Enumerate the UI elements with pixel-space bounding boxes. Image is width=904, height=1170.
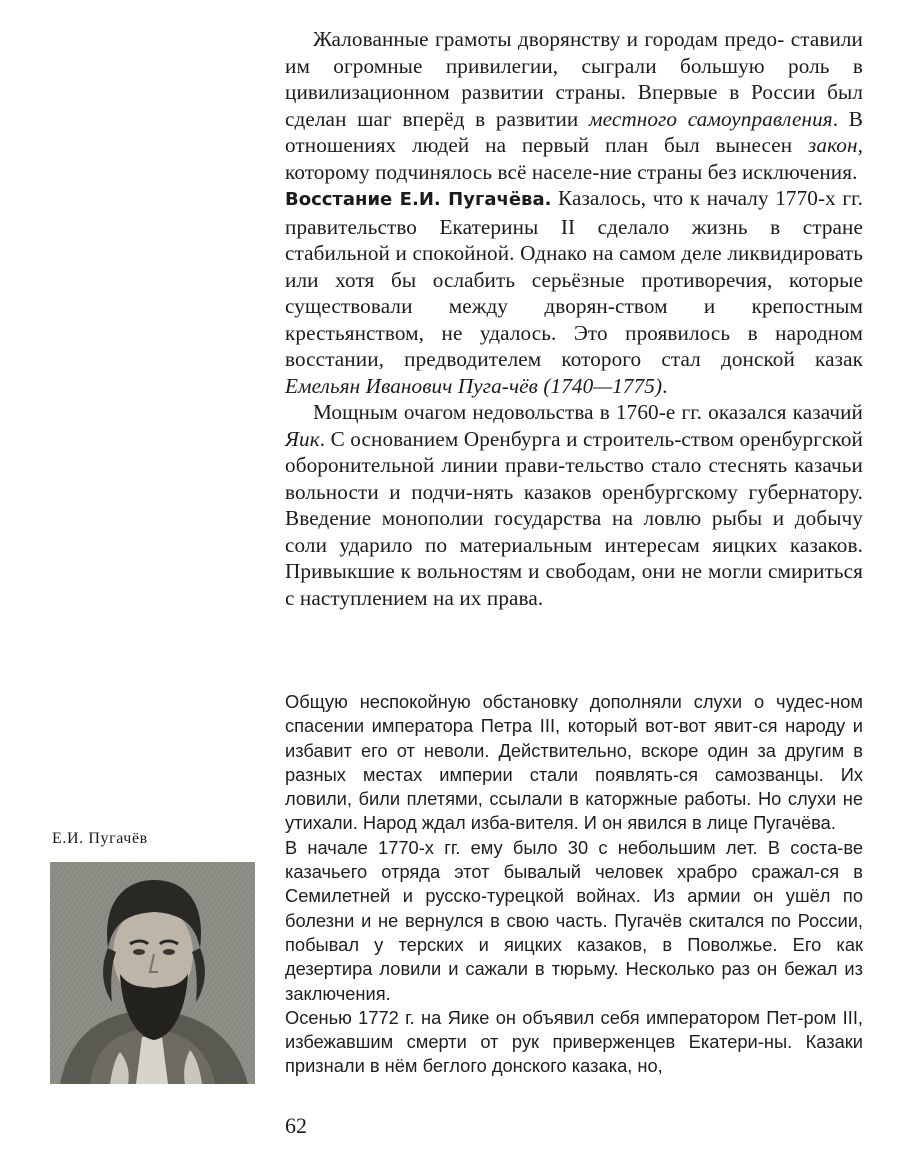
text-run: Мощным очагом недовольства в 1760-е гг. оказался казачий <box>313 400 863 424</box>
sidebar-paragraph: Осенью 1772 г. на Яике он объявил себя императором Пет-ром III, избежавшим смерти от рук приверженцев Екатери-ны. Казаки признали в нём беглого донского казака, но, <box>285 1006 863 1077</box>
text-run: , которому подчинялось всё населе-ние страны без исключения. <box>285 133 863 184</box>
paragraph-charters <box>285 26 863 185</box>
emphasis: Яик <box>285 426 320 451</box>
sidebar-text <box>285 690 863 1079</box>
text-run: . С основанием Оренбурга и строитель-ством оренбургской оборонительной линии прави-тельство стало стеснять казачьи вольности и подчи-нять казаков оренбургскому губернатору. Введение монополии государства на ловлю рыбы и добычу соли ударило по материальным интересам яицких казаков. Привыкшие к вольностям и свободам, они не могли смириться с наступлением на их права. <box>285 426 863 610</box>
text-run: ставили им огромные привилегии, сыграли большую роль в цивилизационном развитии страны. Впервые в России был сделан шаг вперёд в развитии <box>285 27 863 131</box>
text-run: . В отношениях людей на первый план был вынесен <box>285 106 863 157</box>
text-run: Жалованные грамоты дворянству и городам предо- <box>313 27 785 51</box>
emphasis: Емельян Иванович Пуга-чёв (1740—1775) <box>285 373 663 398</box>
emphasis: закон <box>808 133 858 157</box>
emphasis: местного самоуправления <box>588 106 833 131</box>
figure-caption: Е.И. Пугачёв <box>52 830 148 847</box>
section-heading: Восстание Е.И. Пугачёва. <box>285 189 552 210</box>
sidebar-paragraph: Общую неспокойную обстановку дополняли слухи о чудес-ном спасении императора Петра III, который вот-вот явит-ся народу и избавит его от неволи. Действительно, вскоре один за другим в разных местах империи стали появлять-ся самозванцы. Их ловили, били плетями, ссылали в каторжные работы. Но слухи не утихали. Народ ждал изба-вителя. И он явился в лице Пугачёва. <box>285 691 863 834</box>
paragraph-yaik <box>285 399 863 611</box>
portrait-image <box>50 862 255 1084</box>
text-run: Казалось, что к началу 1770-х гг. правительство Екатерины II сделало жизнь в стране стабильной и спокойной. Однако на самом деле ликвидировать или хотя бы ослабить серьёзные противоречия, которые существовали между дворян-ством и крепостным крестьянством, не удалось. Это проявилось в народном восстании, предводителем которого стал донской казак <box>285 186 863 371</box>
sidebar-paragraph: В начале 1770-х гг. ему было 30 с небольшим лет. В соста-ве казачьего отряда этот бывалый человек храбро сражал-ся в Семилетней и русско-турецкой войнах. Из армии он ушёл по болезни и не вернулся в свою часть. Пугачёв скитался по России, побывал у терских и яицких казаков, в Поволжье. Его как дезертира ловили и сажали в тюрьму. Несколько раз он бежал из заключения. <box>285 836 863 1004</box>
portrait-engraving <box>50 862 255 1084</box>
main-text <box>285 26 863 611</box>
paragraph-uprising <box>285 185 863 399</box>
page-number: 62 <box>285 1113 307 1138</box>
text-run: . <box>662 373 668 398</box>
